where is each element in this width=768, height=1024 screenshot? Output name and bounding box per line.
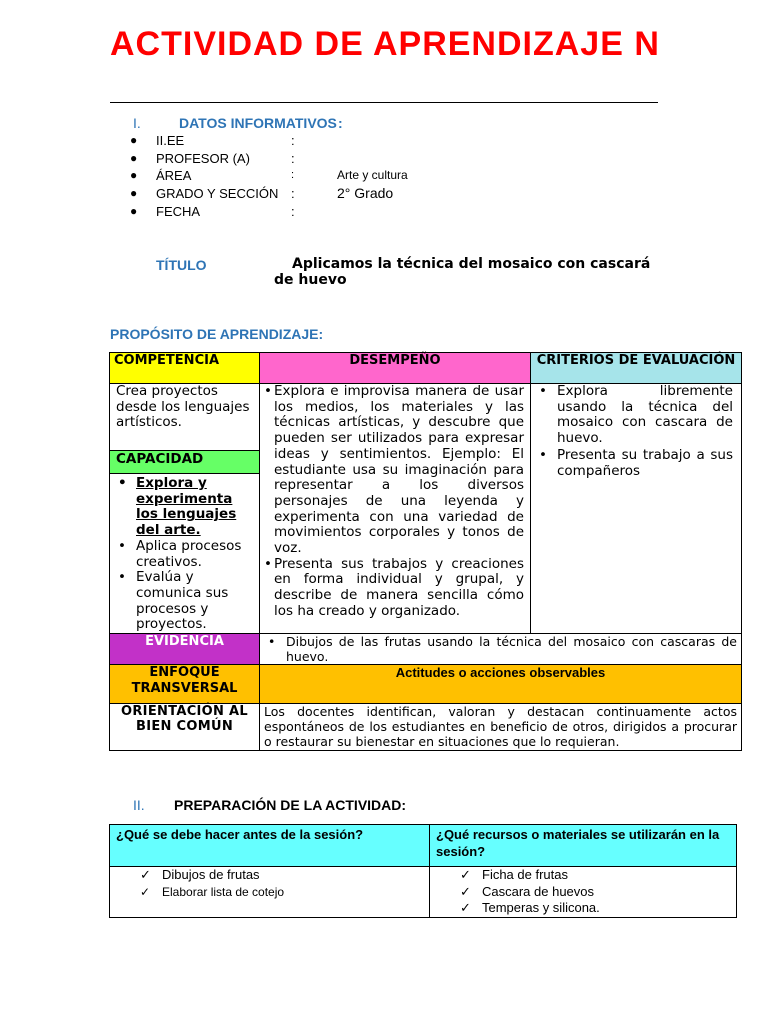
info-colon: : [291, 204, 295, 219]
recurso-item [460, 900, 736, 917]
titulo-text-line2: de huevo [274, 272, 347, 288]
info-colon: : [291, 169, 295, 181]
proposito-heading: PROPÓSITO DE APRENDIZAJE: [110, 326, 324, 342]
info-value: Arte y cultura [337, 168, 408, 182]
capacidad-label: CAPACIDAD [110, 450, 259, 474]
criterios-header: CRITERIOS DE EVALUACIÓN [531, 353, 742, 384]
proposito-table [109, 352, 742, 751]
info-label: GRADO Y SECCIÓN [156, 186, 279, 201]
antes-header: ¿Qué se debe hacer antes de la sesión? [110, 825, 430, 867]
criterios-cell [531, 384, 742, 634]
competencia-text: Crea proyectos desde los lenguajes artísticos. [116, 383, 250, 431]
desempeno-cell [260, 384, 531, 634]
section2-number: II. [133, 797, 145, 813]
info-row-area [130, 167, 430, 184]
bullet-icon: ● [130, 204, 138, 218]
criterio-item: • Presenta su trabajo a sus compañeros [535, 448, 733, 479]
recurso-item-text: Cascara de huevos [482, 883, 595, 899]
proposito-header-row [110, 353, 742, 384]
preparacion-header-row [110, 825, 737, 867]
competencia-cell [110, 384, 260, 634]
antes-item-text: Dibujos de frutas [162, 867, 260, 882]
evidencia-label: EVIDENCIA [110, 634, 260, 665]
capacidad-item: • Evalúa y comunica sus procesos y proyectos. [114, 570, 257, 633]
info-label: ÁREA [156, 168, 192, 183]
info-row-fecha [130, 203, 430, 220]
check-icon: ✓ [460, 900, 471, 915]
preparacion-table [109, 824, 737, 918]
info-row-iiee [130, 132, 430, 149]
proposito-body-row [110, 384, 742, 634]
evidencia-cell [260, 634, 742, 665]
bullet-icon: ● [130, 151, 138, 165]
enfoque-row [110, 665, 742, 704]
check-icon: ✓ [460, 883, 471, 899]
desempeno-header: DESEMPEÑO [260, 353, 531, 384]
check-icon: ✓ [140, 884, 151, 899]
bullet-icon: ● [130, 186, 138, 200]
recursos-header: ¿Qué recursos o materiales se utilizarán en la sesión? [430, 825, 737, 867]
orientacion-text: Los docentes identifican, valoran y destacan continuamente actos espontáneos de los estudiantes en beneficio de otros, dirigidos a procurar o restaurar su bienestar en situaciones que lo requieran. [260, 704, 742, 751]
info-value: 2° Grado [337, 185, 394, 201]
recursos-cell [430, 867, 737, 918]
bullet-icon: ● [130, 168, 138, 182]
capacidades-list [110, 474, 259, 633]
preparacion-body-row [110, 867, 737, 918]
bullet-icon: ● [130, 133, 138, 147]
info-colon: : [291, 151, 295, 166]
orientacion-row [110, 704, 742, 751]
info-row-profesor [130, 150, 430, 167]
desempeno-item: • Presenta sus trabajos y creaciones en forma individual y grupal, y describe de manera sencilla cómo los ha creado y organizado. [264, 557, 524, 620]
info-label: PROFESOR (A) [156, 151, 250, 166]
enfoque-label: ENFOQUE TRANSVERSAL [110, 665, 260, 704]
recursos-list [460, 867, 736, 917]
titulo-label: TÍTULO [156, 257, 207, 273]
check-icon: ✓ [140, 867, 151, 882]
title-divider [110, 102, 658, 103]
evidencia-list [264, 634, 737, 664]
actitudes-label: Actitudes o acciones observables [260, 665, 742, 704]
section1-heading: DATOS INFORMATIVOS [179, 115, 337, 131]
antes-item-text: Elaborar lista de cotejo [162, 884, 285, 899]
info-label: II.EE [156, 133, 185, 148]
section1-number: I. [133, 115, 141, 131]
antes-item [140, 884, 429, 901]
antes-item [140, 867, 429, 884]
recurso-item-text: Temperas y silicona. [482, 900, 600, 915]
competencia-header: COMPETENCIA [110, 353, 260, 384]
desempenos-list [264, 384, 524, 620]
capacidad-item: • Aplica procesos creativos. [114, 539, 257, 570]
check-icon: ✓ [460, 867, 471, 882]
desempeno-item: • Explora e improvisa manera de usar los medios, los materiales y las técnicas artísticas, y descubre que pueden ser utilizados para expresar ideas y sentimientos. Ejemplo: El estudiante usa su imaginación para representar a los diversos personajes de una leyenda y experimenta con una variedad de movimientos corporales y tonos de voz. [264, 384, 524, 557]
capacidad-item: • Explora y experimenta los lenguajes del arte. [114, 476, 257, 539]
info-row-grado [130, 185, 430, 202]
antes-cell [110, 867, 430, 918]
document-title: ACTIVIDAD DE APRENDIZAJE N [110, 25, 660, 63]
info-colon: : [291, 133, 295, 148]
antes-list [140, 867, 429, 900]
info-label: FECHA [156, 204, 201, 219]
titulo-text-line1: Aplicamos la técnica del mosaico con cascará [292, 256, 651, 272]
evidencia-item: • Dibujos de las frutas usando la técnica del mosaico con cascaras de huevo. [264, 634, 737, 664]
recurso-item [460, 884, 736, 901]
info-colon: : [291, 186, 295, 201]
evidencia-row [110, 634, 742, 665]
section1-heading-colon: : [338, 115, 343, 131]
criterios-list [535, 384, 733, 479]
orientacion-label: ORIENTACIÓN AL BIEN COMÚN [110, 704, 260, 751]
section2-heading: PREPARACIÓN DE LA ACTIVIDAD: [174, 797, 407, 813]
recurso-item [460, 867, 736, 884]
recurso-item-text: Ficha de frutas [482, 867, 568, 882]
criterio-item: • Explora libremente usando la técnica del mosaico con cascara de huevo. [535, 384, 733, 447]
